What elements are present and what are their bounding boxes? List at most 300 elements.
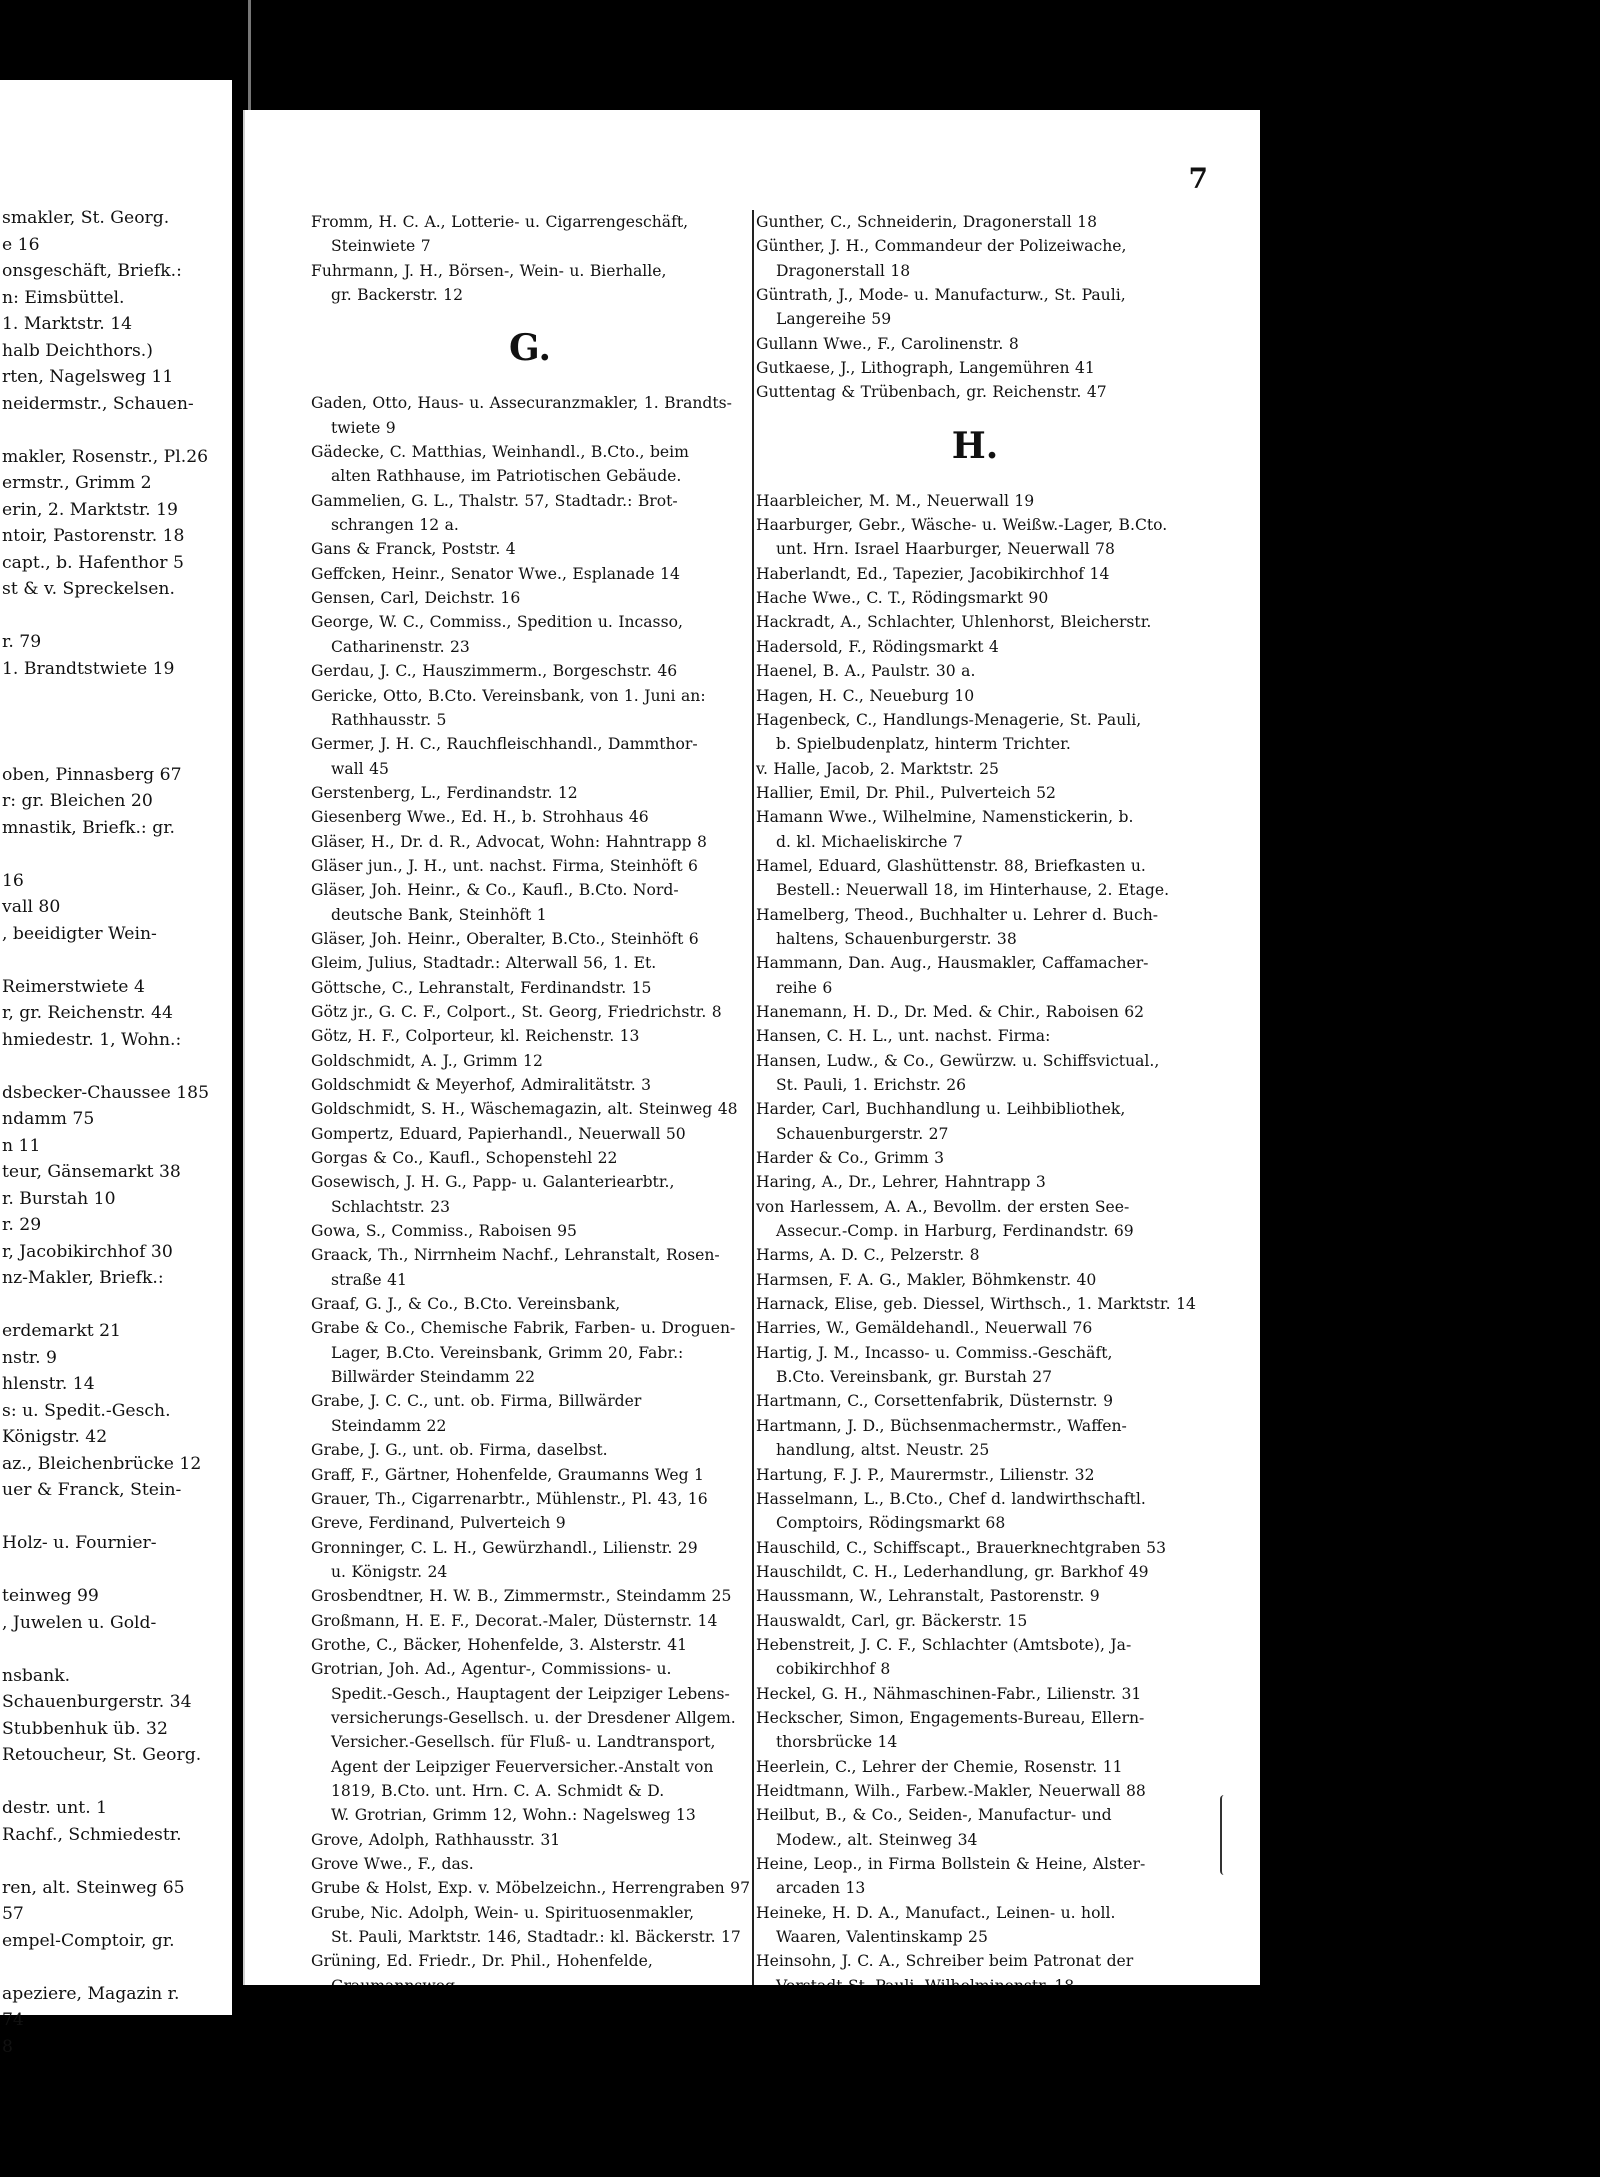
left-fragment-line: [0, 603, 209, 630]
letter-heading: G.: [509, 327, 551, 370]
directory-entry: [756, 1268, 1194, 1292]
directory-entry: [311, 1536, 749, 1585]
directory-entry: [311, 951, 749, 975]
left-fragment-line: [0, 841, 209, 868]
entry-line: b. Spielbudenplatz, hinterm Trichter.: [776, 735, 1071, 754]
directory-entry: [311, 1097, 749, 1121]
entry-line: Heine, Leop., in Firma Bollstein & Heine, Alster-: [756, 1855, 1146, 1873]
directory-entry: [311, 830, 749, 854]
entry-line: Haenel, B. A., Paulstr. 30 a.: [756, 662, 976, 681]
left-fragment-line: dsbecker-Chaussee 185: [2, 1082, 210, 1103]
directory-entry: [311, 1438, 749, 1462]
left-column: [311, 210, 749, 2022]
entry-line: Grove Wwe., F., das.: [311, 1855, 474, 1873]
directory-entry: [756, 1852, 1194, 1901]
left-fragment-line: r, gr. Reichenstr. 44: [2, 1003, 173, 1023]
entry-line: twiete 9: [331, 418, 396, 437]
left-fragment-line: vall 80: [2, 897, 61, 917]
left-fragment-line: 57: [2, 1904, 24, 1924]
entry-line: Hamel, Eduard, Glashüttenstr. 88, Briefkasten u.: [756, 856, 1146, 875]
left-fragment-line: nz-Makler, Briefk.:: [2, 1268, 164, 1288]
entry-line: Gläser jun., J. H., unt. nachst. Firma, Steinhöft 6: [311, 856, 698, 875]
left-fragment-line: 1. Brandtstwiete 19: [2, 658, 175, 679]
left-fragment-line: 74: [2, 2010, 24, 2030]
entry-line: W. Grotrian, Grimm 12, Wohn.: Nagelsweg 13: [331, 1806, 696, 1825]
directory-entry: [311, 1000, 749, 1024]
entry-line: Gerdau, J. C., Hauszimmerm., Borgeschstr. 46: [311, 662, 678, 681]
entry-line: Germer, J. H. C., Rauchfleischhandl., Dammthor-: [311, 735, 698, 754]
directory-entry: [311, 1852, 749, 1876]
directory-entry: [311, 1316, 749, 1389]
entry-line: Gronninger, C. L. H., Gewürzhandl., Lilienstr. 29: [311, 1538, 698, 1557]
entry-line: Harmsen, F. A. G., Makler, Böhmkenstr. 40: [756, 1270, 1097, 1289]
left-fragment-line: onsgeschäft, Briefk.:: [2, 261, 182, 281]
directory-entry: [311, 854, 749, 878]
left-fragment-line: r. Burstah 10: [2, 1188, 116, 1209]
entry-line: Gericke, Otto, B.Cto. Vereinsbank, von 1. Juni an:: [311, 686, 706, 705]
left-fragment-line: e 16: [2, 234, 40, 255]
left-fragment-line: 8: [2, 2036, 13, 2057]
left-fragment-line: r. 79: [2, 632, 42, 652]
directory-entry: [756, 684, 1194, 708]
entry-line: Hartmann, J. D., Büchsenmachermstr., Waffen-: [756, 1416, 1127, 1435]
entry-line: Gompertz, Eduard, Papierhandl., Neuerwall 50: [311, 1124, 686, 1143]
entry-line: Götz jr., G. C. F., Colport., St. Georg, Friedrichstr. 8: [311, 1002, 722, 1021]
entry-line: Gowa, S., Commiss., Raboisen 95: [311, 1222, 577, 1241]
left-fragment-line: [0, 417, 209, 444]
directory-entry: [756, 513, 1194, 562]
page-number: 7: [1188, 162, 1208, 195]
directory-entry: [311, 562, 749, 586]
entry-line: Harder, Carl, Buchhandlung u. Leihbibliothek,: [756, 1100, 1126, 1119]
entry-line: Fuhrmann, J. H., Börsen-, Wein- u. Bierhalle,: [311, 261, 667, 280]
entry-line: Hackradt, A., Schlachter, Uhlenhorst, Bleicherstr.: [756, 613, 1152, 632]
entry-line: handlung, altst. Neustr. 25: [776, 1441, 990, 1460]
directory-entry: [311, 210, 749, 259]
directory-entry: [756, 659, 1194, 683]
entry-line: Harder & Co., Grimm 3: [756, 1149, 945, 1168]
directory-entry: [311, 1292, 749, 1316]
directory-entry: [756, 1803, 1194, 1852]
entry-line: Gans & Franck, Poststr. 4: [311, 540, 516, 559]
entry-line: Versicher.-Gesellsch. für Fluß- u. Landtransport,: [331, 1733, 716, 1752]
directory-entry: [756, 757, 1194, 781]
entry-line: Gleim, Julius, Stadtadr.: Alterwall 56, 1. Et.: [311, 954, 657, 973]
entry-line: Goldschmidt & Meyerhof, Admiralitätstr. 3: [311, 1076, 652, 1094]
left-fragment-line: teur, Gänsemarkt 38: [2, 1162, 181, 1182]
directory-entry: [311, 1122, 749, 1146]
directory-entry: [311, 976, 749, 1000]
left-fragment-line: [0, 1557, 209, 1584]
entry-line: Hasselmann, L., B.Cto., Chef d. landwirthschaftl.: [756, 1489, 1146, 1508]
directory-entry: [756, 1292, 1194, 1316]
entry-line: Gosewisch, J. H. G., Papp- u. Galanteriearbtr.,: [311, 1173, 675, 1192]
entry-line: Langereihe 59: [776, 310, 892, 329]
left-fragment-line: oben, Pinnasberg 67: [2, 764, 182, 785]
left-fragment-line: rten, Nagelsweg 11: [2, 367, 174, 387]
entry-line: Bestell.: Neuerwall 18, im Hinterhause, 2. Etage.: [776, 881, 1170, 900]
left-fragment-line: ermstr., Grimm 2: [2, 473, 152, 493]
scan-background: [243, 1985, 1258, 2177]
directory-entry: [756, 1755, 1194, 1779]
directory-entry: [311, 805, 749, 829]
entry-line: Giesenberg Wwe., Ed. H., b. Strohhaus 46: [311, 808, 649, 827]
directory-entry: [756, 210, 1194, 234]
left-fragment-line: uer & Franck, Stein-: [2, 1480, 182, 1500]
entry-line: Heinsohn, J. C. A., Schreiber beim Patronat der: [756, 1952, 1134, 1971]
directory-entry: [311, 1828, 749, 1852]
entry-line: Harms, A. D. C., Pelzerstr. 8: [756, 1246, 980, 1265]
directory-entry: [311, 1657, 749, 1827]
entry-line: Hansen, C. H. L., unt. nachst. Firma:: [756, 1027, 1051, 1046]
directory-entry: [756, 1097, 1194, 1146]
entry-line: haltens, Schauenburgerstr. 38: [776, 929, 1017, 948]
entry-line: Rathhausstr. 5: [331, 710, 447, 729]
entry-line: Haussmann, W., Lehranstalt, Pastorenstr. 9: [756, 1587, 1100, 1606]
entry-line: Grothe, C., Bäcker, Hohenfelde, 3. Alsterstr. 41: [311, 1635, 688, 1654]
left-fragment-line: Rachf., Schmiedestr.: [2, 1824, 182, 1845]
entry-line: George, W. C., Commiss., Spedition u. Incasso,: [311, 613, 683, 632]
left-fragment-line: Stubbenhuk üb. 32: [2, 1718, 168, 1739]
left-fragment-line: Retoucheur, St. Georg.: [2, 1745, 202, 1765]
directory-page: [243, 110, 1260, 1985]
directory-entry: [311, 1073, 749, 1097]
directory-entry: [311, 1219, 749, 1243]
directory-entry: [756, 1316, 1194, 1340]
left-fragment-line: [0, 1292, 209, 1319]
entry-line: Steindamm 22: [331, 1416, 447, 1435]
directory-entry: [311, 440, 749, 489]
entry-line: 1819, B.Cto. unt. Hrn. C. A. Schmidt & D.: [331, 1781, 665, 1800]
directory-entry: [311, 1243, 749, 1292]
entry-line: Grosbendtner, H. W. B., Zimmermstr., Steindamm 25: [311, 1587, 732, 1606]
entry-line: Gutkaese, J., Lithograph, Langemühren 41: [756, 359, 1095, 378]
entry-line: cobikirchhof 8: [776, 1660, 891, 1679]
left-fragment-line: nstr. 9: [2, 1347, 57, 1368]
entry-line: arcaden 13: [776, 1879, 866, 1898]
directory-entry: [311, 489, 749, 538]
left-fragment-line: [0, 735, 209, 762]
entry-line: Billwärder Steindamm 22: [331, 1368, 536, 1387]
left-fragment-line: [0, 1954, 209, 1981]
directory-entry: [756, 854, 1194, 903]
entry-line: thorsbrücke 14: [776, 1733, 898, 1752]
left-fragment-line: ren, alt. Steinweg 65: [2, 1877, 185, 1898]
entry-line: Hauschild, C., Schiffscapt., Brauerknechtgraben 53: [756, 1538, 1166, 1557]
entry-line: Graff, F., Gärtner, Hohenfelde, Graumanns Weg 1: [311, 1465, 704, 1484]
directory-entry: [756, 562, 1194, 586]
left-fragment-line: Reimerstwiete 4: [2, 976, 145, 997]
directory-entry: [756, 1633, 1194, 1682]
entry-line: Gädecke, C. Matthias, Weinhandl., B.Cto., beim: [311, 443, 689, 462]
left-fragment-line: apeziere, Magazin r.: [2, 1983, 180, 2004]
entry-line: Hanemann, H. D., Dr. Med. & Chir., Raboisen 62: [756, 1002, 1145, 1021]
entry-line: v. Halle, Jacob, 2. Marktstr. 25: [756, 759, 999, 778]
left-fragment-line: st & v. Spreckelsen.: [2, 579, 175, 599]
directory-entry: [756, 1000, 1194, 1024]
left-fragment-line: capt., b. Hafenthor 5: [2, 552, 184, 573]
entry-line: Grotrian, Joh. Ad., Agentur-, Commissions- u.: [311, 1660, 672, 1679]
letter-heading: H.: [951, 424, 999, 467]
entry-line: Güntrath, J., Mode- u. Manufacturw., St. Pauli,: [756, 286, 1126, 305]
directory-entry: [756, 380, 1194, 404]
left-fragment-line: Königstr. 42: [2, 1427, 108, 1447]
directory-entry: [311, 1146, 749, 1170]
left-page-fragment: [0, 80, 232, 2057]
directory-entry: [311, 259, 749, 308]
directory-entry: [756, 1901, 1194, 1950]
directory-entry: [756, 781, 1194, 805]
entry-line: Hauswaldt, Carl, gr. Bäckerstr. 15: [756, 1611, 1028, 1630]
directory-entry: [311, 1389, 749, 1438]
left-fragment-line: [0, 1053, 209, 1080]
left-fragment-line: erdemarkt 21: [2, 1321, 121, 1341]
entry-line: Hache Wwe., C. T., Rödingsmarkt 90: [756, 589, 1049, 608]
left-fragment-line: ndamm 75: [2, 1109, 95, 1129]
left-fragment-line: nsbank.: [2, 1665, 71, 1686]
directory-entry: [756, 1341, 1194, 1390]
entry-line: Gaden, Otto, Haus- u. Assecuranzmakler, 1. Brandts-: [311, 394, 732, 413]
entry-line: Haarburger, Gebr., Wäsche- u. Weißw.-Lager, B.Cto.: [756, 516, 1168, 535]
entry-line: Comptoirs, Rödingsmarkt 68: [776, 1514, 1006, 1533]
entry-line: Hagenbeck, C., Handlungs-Menagerie, St. Pauli,: [756, 710, 1142, 729]
page-edge-mark: [1220, 1795, 1230, 1875]
left-fragment-line: s: u. Spedit.-Gesch.: [2, 1400, 171, 1421]
entry-line: versicherungs-Gesellsch. u. der Dresdener Allgem.: [331, 1708, 736, 1727]
directory-entry: [756, 1682, 1194, 1706]
directory-entry: [756, 1389, 1194, 1413]
entry-line: Haberlandt, Ed., Tapezier, Jacobikirchhof 14: [756, 564, 1110, 583]
entry-line: Schauenburgerstr. 27: [776, 1124, 949, 1143]
entry-line: Heerlein, C., Lehrer der Chemie, Rosenstr. 11: [756, 1757, 1123, 1776]
directory-entry: [311, 1487, 749, 1511]
entry-line: straße 41: [331, 1270, 407, 1289]
left-fragment-line: erin, 2. Marktstr. 19: [2, 499, 178, 520]
entry-line: Harnack, Elise, geb. Diessel, Wirthsch., 1. Marktstr. 14: [756, 1295, 1196, 1314]
entry-line: Gorgas & Co., Kaufl., Schopenstehl 22: [311, 1149, 618, 1168]
directory-entry: [756, 1195, 1194, 1244]
entry-line: B.Cto. Vereinsbank, gr. Burstah 27: [776, 1368, 1053, 1387]
directory-entry: [311, 1584, 749, 1608]
entry-line: Hansen, Ludw., & Co., Gewürzw. u. Schiffsvictual.,: [756, 1051, 1160, 1070]
directory-entry: [311, 1633, 749, 1657]
entry-line: Gläser, Joh. Heinr., & Co., Kaufl., B.Cto. Nord-: [311, 881, 679, 900]
entry-line: Heineke, H. D. A., Manufact., Leinen- u. holl.: [756, 1903, 1116, 1922]
directory-entry: [311, 659, 749, 683]
directory-entry: [756, 1024, 1194, 1048]
directory-entry: [756, 1414, 1194, 1463]
entry-line: Heilbut, B., & Co., Seiden-, Manufactur- und: [756, 1806, 1112, 1825]
entry-line: Hammann, Dan. Aug., Hausmakler, Caffamacher-: [756, 954, 1149, 973]
entry-line: Graack, Th., Nirrnheim Nachf., Lehranstalt, Rosen-: [311, 1246, 720, 1265]
directory-entry: [756, 1560, 1194, 1584]
directory-entry: [756, 1049, 1194, 1098]
entry-line: reihe 6: [776, 978, 833, 997]
entry-line: von Harlessem, A. A., Bevollm. der ersten See-: [756, 1197, 1130, 1216]
entry-line: gr. Backerstr. 12: [331, 286, 464, 305]
entry-line: Hartmann, C., Corsettenfabrik, Düsternstr. 9: [756, 1392, 1113, 1411]
entry-line: Grabe, J. G., unt. ob. Firma, daselbst.: [311, 1441, 608, 1460]
entry-line: Schlachtstr. 23: [331, 1197, 451, 1216]
entry-line: Guttentag & Trübenbach, gr. Reichenstr. 47: [756, 383, 1107, 402]
entry-line: Modew., alt. Steinweg 34: [776, 1830, 978, 1849]
directory-entry: [311, 1024, 749, 1048]
entry-line: deutsche Bank, Steinhöft 1: [331, 905, 547, 924]
directory-entry: [311, 684, 749, 733]
directory-entry: [311, 1049, 749, 1073]
entry-line: Grove, Adolph, Rathhausstr. 31: [311, 1830, 561, 1849]
entry-line: St. Pauli, Marktstr. 146, Stadtadr.: kl. Bäckerstr. 17: [331, 1928, 741, 1947]
left-fragment-line: hmiedestr. 1, Wohn.:: [2, 1029, 182, 1050]
entry-line: Spedit.-Gesch., Hauptagent der Leipziger Lebens-: [331, 1684, 730, 1703]
directory-entry: [311, 878, 749, 927]
directory-entry: [756, 951, 1194, 1000]
entry-line: Günther, J. H., Commandeur der Polizeiwache,: [756, 237, 1127, 256]
directory-entry: [311, 1876, 749, 1900]
directory-entry: [756, 805, 1194, 854]
directory-entry: [311, 1609, 749, 1633]
entry-line: Grube & Holst, Exp. v. Möbelzeichn., Herrengraben 97: [311, 1879, 751, 1898]
left-fragment-line: empel-Comptoir, gr.: [2, 1930, 175, 1951]
left-fragment-line: [0, 1848, 209, 1875]
directory-entry: [756, 283, 1194, 332]
entry-line: Gläser, Joh. Heinr., Oberalter, B.Cto., Steinhöft 6: [311, 929, 699, 948]
entry-line: Harries, W., Gemäldehandl., Neuerwall 76: [756, 1319, 1093, 1338]
entry-line: Hallier, Emil, Dr. Phil., Pulverteich 52: [756, 783, 1056, 802]
entry-line: Hagen, H. C., Neueburg 10: [756, 686, 975, 705]
left-page-text: [0, 205, 209, 2060]
left-fragment-line: , Juwelen u. Gold-: [2, 1612, 157, 1633]
entry-line: Gensen, Carl, Deichstr. 16: [311, 589, 521, 608]
left-fragment-line: 1. Marktstr. 14: [2, 314, 133, 334]
entry-line: Goldschmidt, A. J., Grimm 12: [311, 1051, 543, 1070]
entry-line: St. Pauli, 1. Erichstr. 26: [776, 1076, 967, 1094]
left-fragment-line: destr. unt. 1: [2, 1798, 108, 1818]
left-fragment-line: [0, 1769, 209, 1796]
entry-line: wall 45: [331, 759, 389, 778]
left-fragment-line: r. 29: [2, 1215, 42, 1235]
entry-line: Grabe, J. C. C., unt. ob. Firma, Billwärder: [311, 1392, 642, 1411]
entry-line: Heckel, G. H., Nähmaschinen-Fabr., Lilienstr. 31: [756, 1684, 1142, 1703]
directory-entry: [756, 903, 1194, 952]
left-fragment-line: r, Jacobikirchhof 30: [2, 1241, 173, 1262]
directory-entry: [311, 586, 749, 610]
directory-entry: [311, 1463, 749, 1487]
right-column: [756, 210, 1194, 2022]
directory-entry: [756, 635, 1194, 659]
directory-entry: [756, 610, 1194, 634]
directory-entry: [756, 1170, 1194, 1194]
directory-entry: [311, 537, 749, 561]
entry-line: unt. Hrn. Israel Haarburger, Neuerwall 78: [776, 540, 1115, 559]
entry-line: Gullann Wwe., F., Carolinenstr. 8: [756, 334, 1019, 353]
left-fragment-line: r: gr. Bleichen 20: [2, 791, 153, 811]
entry-line: Gammelien, G. L., Thalstr. 57, Stadtadr.: Brot-: [311, 491, 678, 510]
directory-entry: [756, 1536, 1194, 1560]
entry-line: Lager, B.Cto. Vereinsbank, Grimm 20, Fabr.:: [331, 1343, 684, 1362]
entry-line: Götz, H. F., Colporteur, kl. Reichenstr. 13: [311, 1027, 640, 1046]
left-fragment-line: [0, 1504, 209, 1531]
entry-line: Großmann, H. E. F., Decorat.-Maler, Düsternstr. 14: [311, 1611, 718, 1630]
directory-entry: [756, 489, 1194, 513]
entry-line: Grauer, Th., Cigarrenarbtr., Mühlenstr., Pl. 43, 16: [311, 1489, 708, 1508]
left-fragment-line: mnastik, Briefk.: gr.: [2, 817, 175, 838]
entry-line: Haarbleicher, M. M., Neuerwall 19: [756, 491, 1035, 510]
directory-entry: [311, 1901, 749, 1950]
left-fragment-line: az., Bleichenbrücke 12: [2, 1453, 202, 1474]
entry-line: Goldschmidt, S. H., Wäschemagazin, alt. Steinweg 48: [311, 1100, 738, 1119]
left-fragment-line: ntoir, Pastorenstr. 18: [2, 526, 185, 546]
left-fragment-line: n: Eimsbüttel.: [2, 287, 125, 308]
directory-entry: [756, 1609, 1194, 1633]
directory-entry: [756, 1487, 1194, 1536]
entry-line: Geffcken, Heinr., Senator Wwe., Esplanade 14: [311, 564, 680, 583]
directory-entry: [311, 610, 749, 659]
directory-entry: [756, 234, 1194, 283]
directory-entry: [311, 732, 749, 781]
entry-line: Grube, Nic. Adolph, Wein- u. Spirituosenmakler,: [311, 1903, 695, 1922]
entry-line: Graaf, G. J., & Co., B.Cto. Vereinsbank,: [311, 1295, 621, 1314]
entry-line: Catharinenstr. 23: [331, 637, 470, 656]
entry-line: d. kl. Michaeliskirche 7: [776, 832, 963, 851]
entry-line: Hebenstreit, J. C. F., Schlachter (Amtsbote), Ja-: [756, 1635, 1132, 1654]
column-divider: [752, 210, 754, 2010]
directory-entry: [311, 391, 749, 440]
directory-entry: [756, 1463, 1194, 1487]
entry-line: Waaren, Valentinskamp 25: [776, 1928, 988, 1947]
entry-line: schrangen 12 a.: [331, 516, 459, 535]
directory-entry: [756, 708, 1194, 757]
left-fragment-line: n 11: [2, 1135, 41, 1156]
left-fragment-line: Schauenburgerstr. 34: [2, 1692, 192, 1712]
entry-line: alten Rathhause, im Patriotischen Gebäude.: [331, 467, 682, 486]
entry-line: Heidtmann, Wilh., Farbew.-Makler, Neuerwall 88: [756, 1781, 1146, 1800]
directory-entry: [311, 1511, 749, 1535]
left-fragment-line: makler, Rosenstr., Pl.26: [2, 446, 209, 467]
entry-line: Hartig, J. M., Incasso- u. Commiss.-Geschäft,: [756, 1343, 1113, 1362]
entry-line: Assecur.-Comp. in Harburg, Ferdinandstr. 69: [776, 1222, 1134, 1241]
directory-entry: [311, 781, 749, 805]
left-fragment-line: [0, 947, 209, 974]
entry-line: Grabe & Co., Chemische Fabrik, Farben- u. Droguen-: [311, 1319, 736, 1338]
entry-line: Hamann Wwe., Wilhelmine, Namenstickerin, b.: [756, 808, 1134, 827]
entry-line: Gerstenberg, L., Ferdinandstr. 12: [311, 783, 578, 802]
directory-entry: [756, 1243, 1194, 1267]
left-fragment-line: [0, 1636, 209, 1663]
left-fragment-line: teinweg 99: [2, 1586, 99, 1606]
entry-line: Steinwiete 7: [331, 237, 431, 256]
book-gutter: [232, 0, 240, 2177]
entry-line: Grüning, Ed. Friedr., Dr. Phil., Hohenfelde,: [311, 1952, 653, 1971]
left-fragment-line: halb Deichthors.): [2, 340, 153, 361]
entry-line: Hamelberg, Theod., Buchhalter u. Lehrer d. Buch-: [756, 905, 1159, 924]
directory-entry: [756, 332, 1194, 356]
left-fragment-line: 16: [2, 870, 24, 891]
entry-line: Dragonerstall 18: [776, 261, 911, 280]
entry-line: Heckscher, Simon, Engagements-Bureau, Ellern-: [756, 1708, 1145, 1727]
directory-entry: [311, 927, 749, 951]
entry-line: Greve, Ferdinand, Pulverteich 9: [311, 1514, 566, 1533]
entry-line: Gläser, H., Dr. d. R., Advocat, Wohn: Hahntrapp 8: [311, 832, 707, 851]
entry-line: Haring, A., Dr., Lehrer, Hahntrapp 3: [756, 1173, 1046, 1192]
entry-line: Hartung, F. J. P., Maurermstr., Lilienstr. 32: [756, 1465, 1095, 1484]
directory-entry: [756, 586, 1194, 610]
entry-line: Hauschildt, C. H., Lederhandlung, gr. Barkhof 49: [756, 1562, 1149, 1581]
left-fragment-line: hlenstr. 14: [2, 1374, 95, 1394]
directory-entry: [756, 356, 1194, 380]
left-fragment-line: [0, 682, 209, 709]
entry-line: Hadersold, F., Rödingsmarkt 4: [756, 637, 999, 656]
